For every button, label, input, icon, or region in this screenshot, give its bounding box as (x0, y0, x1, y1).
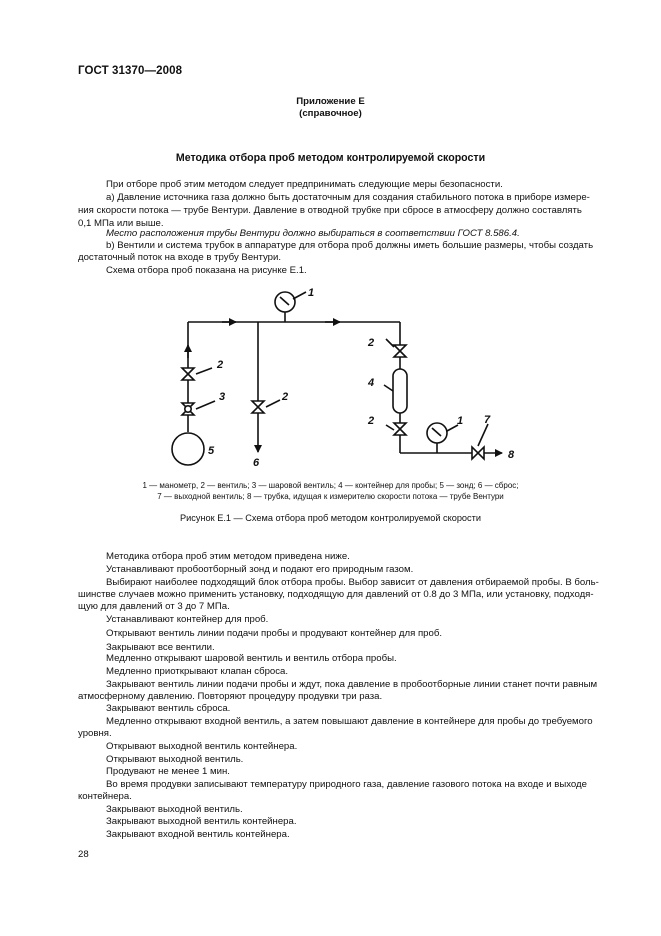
outlet-valve-7-icon (472, 447, 484, 459)
intro-line: достаточный поток на входе в трубу Вентури. (78, 252, 281, 263)
section-title: Методика отбора проб методом контролируемой скорости (175, 152, 486, 164)
procedure-line: шинстве случаев можно применить установку, подходящую для давлений от 0.8 до 3 МПа, или установку, подходя- (78, 589, 594, 600)
intro-line: b) Вентили и система трубок в аппаратуре для отбора проб должны иметь большие размеры, чтобы создать (106, 240, 594, 251)
procedure-line: Устанавливают пробоотборный зонд и подают его природным газом. (106, 564, 414, 575)
procedure-line: Медленно открывают шаровой вентиль и вентиль отбора пробы. (106, 653, 397, 664)
label-8: 8 (508, 449, 515, 461)
figure-legend-line: 7 — выходной вентиль; 8 — трубка, идущая к измерителю скорости потока — трубе Вентури (157, 492, 504, 501)
valve-2-vent-icon (252, 401, 264, 413)
label-2-outlet: 2 (368, 415, 375, 427)
label-3: 3 (219, 391, 226, 403)
procedure-line: Закрывают вентиль линии подачи пробы и ждут, пока давление в пробоотборные линии станет почти равным (106, 679, 598, 690)
appendix-title: Приложение Е (296, 96, 365, 107)
procedure-line: Выбирают наиболее подходящий блок отбора пробы. Выбор зависит от давления отбираемой пробы. В боль- (106, 577, 599, 588)
procedure-line: Медленно приоткрывают клапан сброса. (106, 666, 289, 677)
label-1: 1 (308, 287, 315, 299)
procedure-line: Закрывают все вентили. (106, 642, 215, 653)
valve-2-icon (182, 368, 194, 380)
label-4: 4 (368, 377, 375, 389)
label-2: 2 (217, 359, 224, 371)
probe-5-icon (172, 433, 204, 465)
appendix-note: (справочное) (299, 108, 362, 119)
procedure-line: Закрывают выходной вентиль. (106, 804, 243, 815)
label-7: 7 (484, 414, 491, 426)
label-6: 6 (253, 457, 260, 469)
valve-2-outlet-icon (394, 423, 406, 435)
procedure-line: Во время продувки записывают температуру природного газа, давление газового потока на входе и выходе (106, 779, 587, 790)
label-5: 5 (208, 445, 215, 457)
intro-line: Место расположения трубы Вентури должно выбираться в соответствии ГОСТ 8.586.4. (106, 228, 520, 239)
valve-2-inlet-icon (394, 345, 406, 357)
diagram-labels (208, 287, 515, 469)
procedure-line: Продувают не менее 1 мин. (106, 766, 230, 777)
procedure-line: Открывают выходной вентиль контейнера. (106, 741, 298, 752)
intro-line: ния скорости потока — трубе Вентури. Давление в отводной трубке при сбросе в атмосферу должно составлять (78, 205, 582, 216)
procedure-line: Закрывают вентиль сброса. (106, 703, 231, 714)
procedure-line: Открывают вентиль линии подачи пробы и продувают контейнер для проб. (106, 628, 442, 639)
label-2-inlet: 2 (368, 337, 375, 349)
container-4-icon (393, 369, 407, 413)
intro-line: а) Давление источника газа должно быть достаточным для создания стабильного потока в приборе измере- (106, 192, 590, 203)
intro-line: 0,1 МПа или выше. (78, 218, 164, 229)
procedure-line: контейнера. (78, 791, 132, 802)
intro-line: Схема отбора проб показана на рисунке Е.1. (106, 265, 307, 276)
procedure-line: уровня. (78, 728, 112, 739)
page-number: 28 (78, 849, 89, 860)
procedure-line: Открывают выходной вентиль. (106, 754, 244, 765)
figure-legend-line: 1 — манометр, 2 — вентиль; 3 — шаровой вентиль; 4 — контейнер для пробы; 5 — зонд; 6 — сброс; (142, 481, 519, 490)
intro-line: При отборе проб этим методом следует предпринимать следующие меры безопасности. (106, 179, 503, 190)
document-header: ГОСТ 31370—2008 (78, 65, 183, 77)
procedure-line: Закрывают входной вентиль контейнера. (106, 829, 290, 840)
label-1b: 1 (457, 415, 464, 427)
procedure-line: атмосферному давлению. Повторяют процедуру продувки три раза. (78, 691, 383, 702)
procedure-line: Устанавливают контейнер для проб. (106, 614, 269, 625)
procedure-line: щую для давлений от 3 до 7 МПа. (78, 601, 230, 612)
figure-caption: Рисунок Е.1 — Схема отбора проб методом контролируемой скорости (180, 513, 481, 523)
procedure-line: Медленно открывают входной вентиль, а затем повышают давление в контейнере для пробы до требуемого (106, 716, 593, 727)
label-2-vent: 2 (282, 391, 289, 403)
procedure-line: Закрывают выходной вентиль контейнера. (106, 816, 297, 827)
procedure-line: Методика отбора проб этим методом приведена ниже. (106, 551, 350, 562)
